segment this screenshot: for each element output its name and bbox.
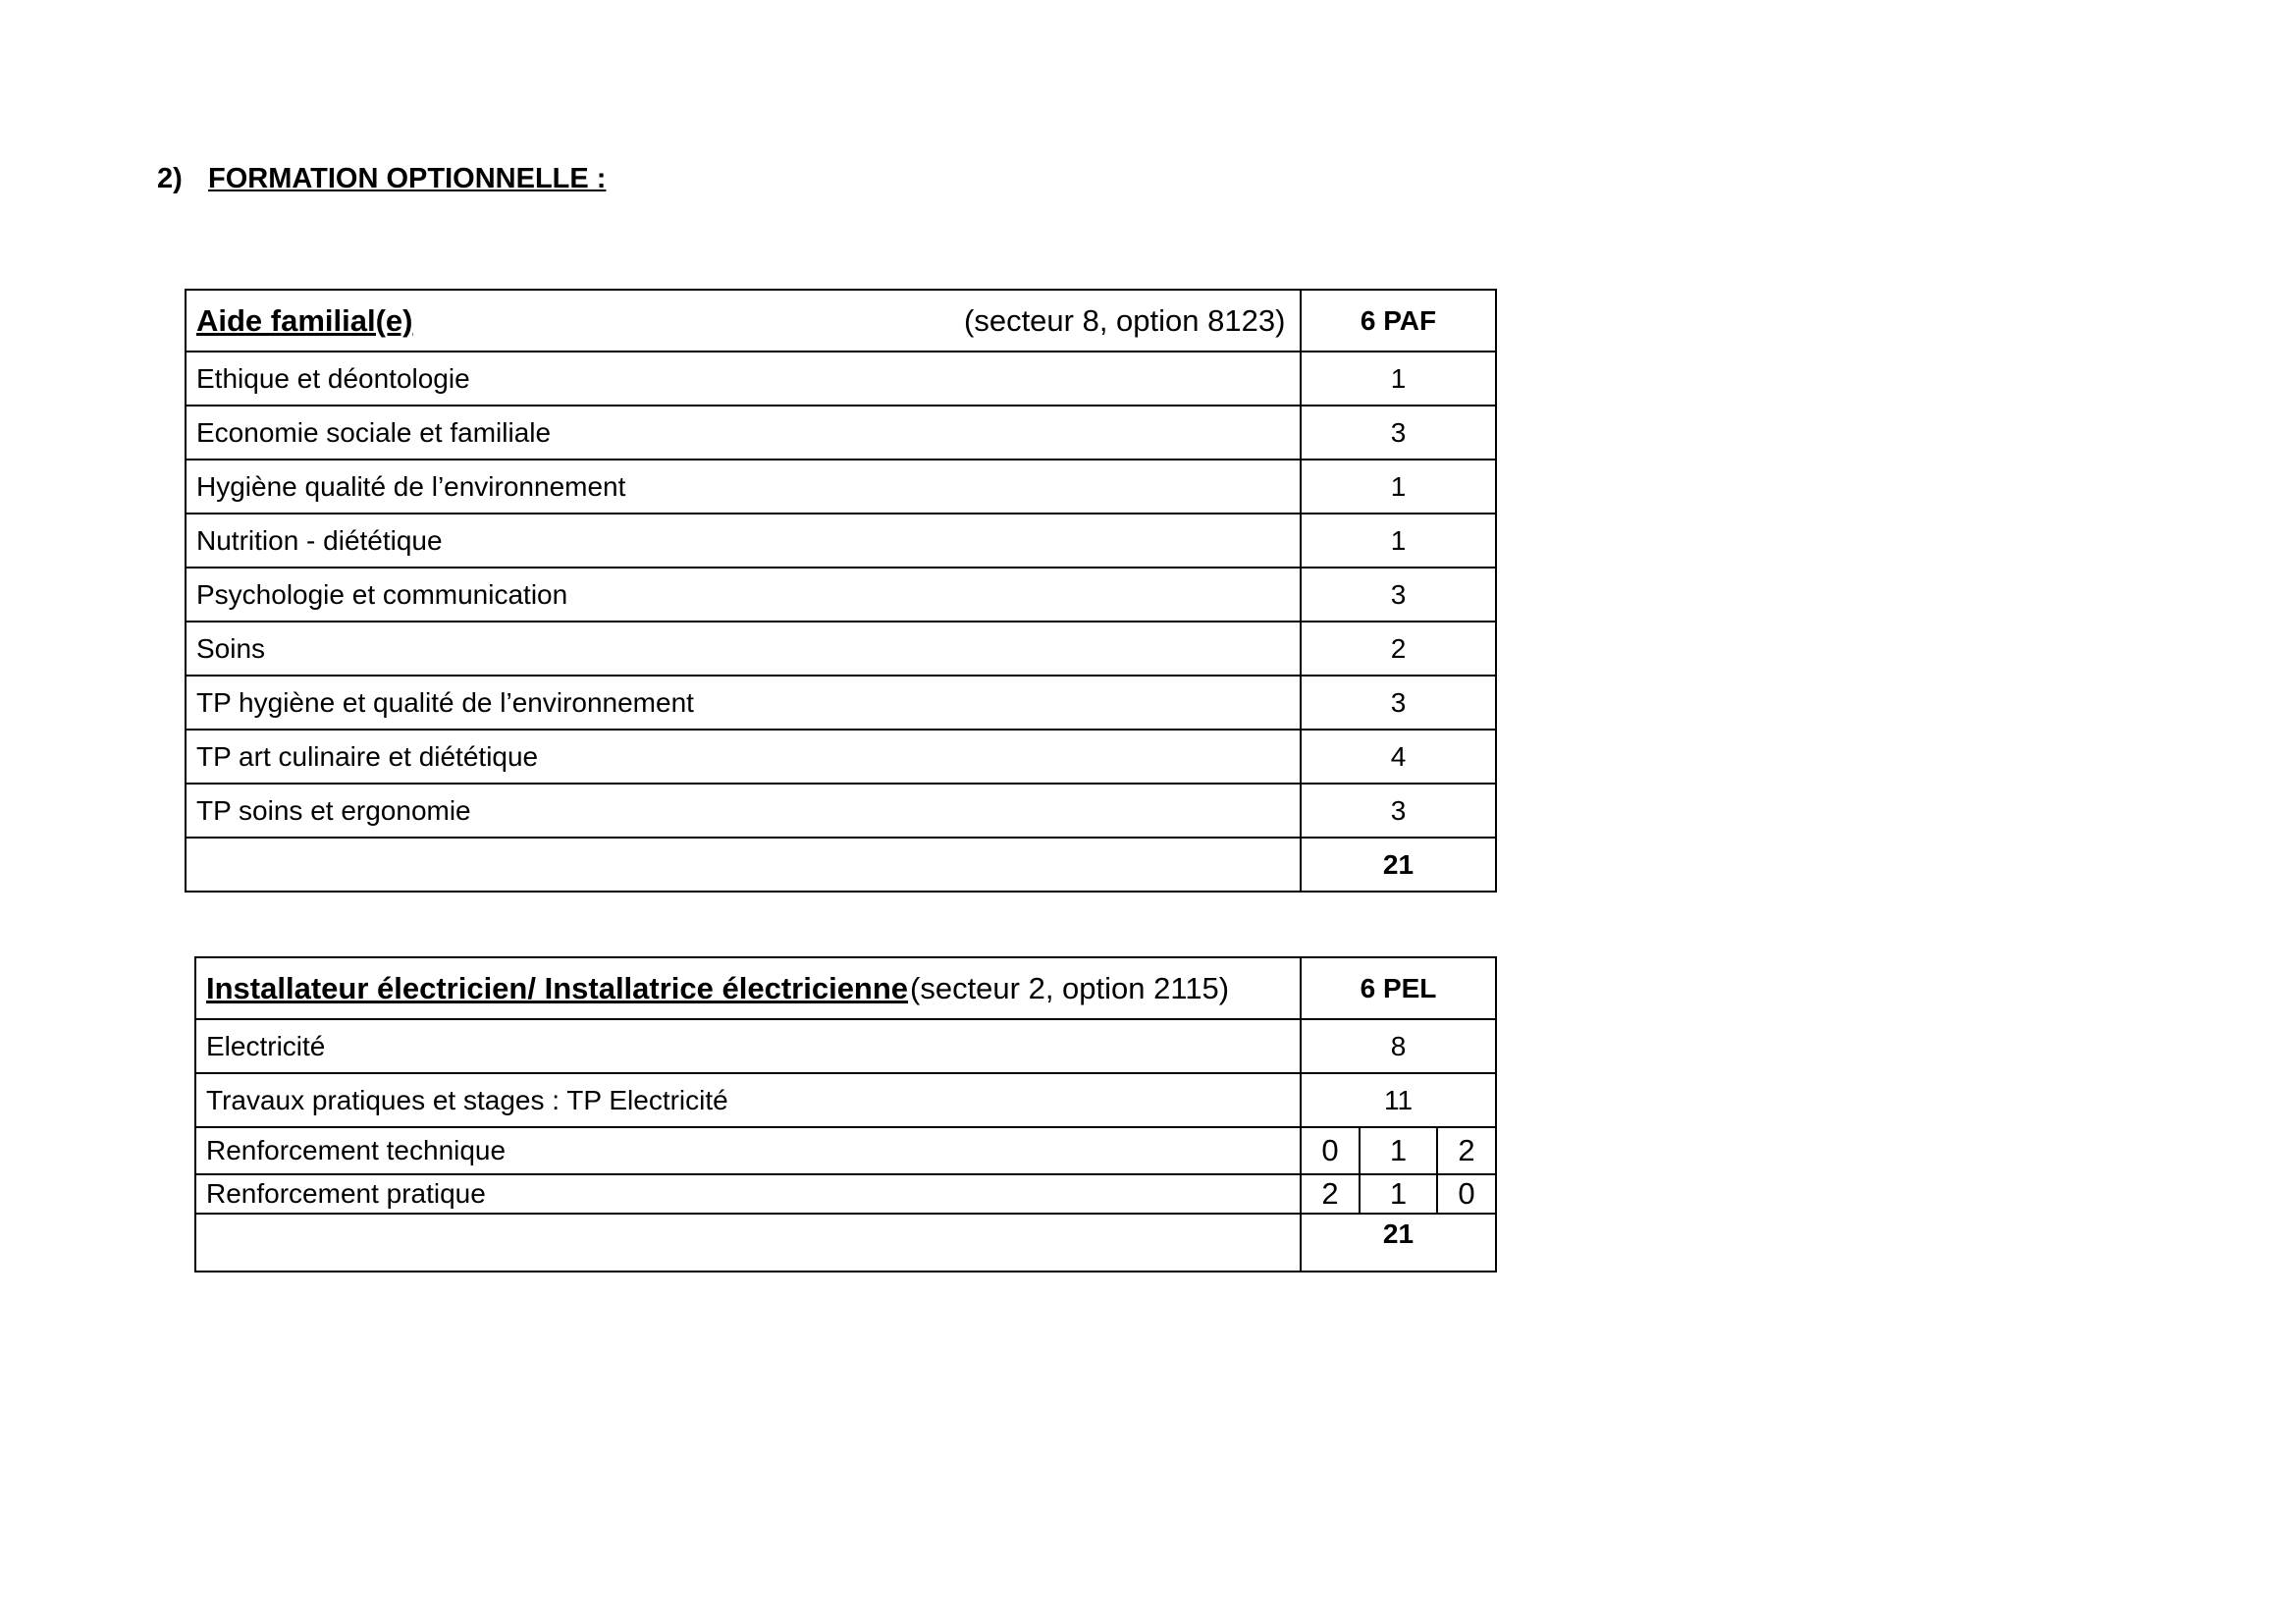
course-hours: 1: [1301, 352, 1496, 406]
table-row: [186, 568, 1496, 622]
course-hours: 3: [1301, 406, 1496, 460]
table-row: [186, 622, 1496, 676]
table-row: [186, 730, 1496, 784]
paf-table: [185, 289, 1497, 893]
table-row: [186, 460, 1496, 514]
table-row: [186, 784, 1496, 838]
table-row: [195, 1127, 1496, 1174]
course-hours: 2: [1301, 622, 1496, 676]
course-label: TP art culinaire et diététique: [186, 730, 1301, 784]
empty-cell: [195, 1214, 1301, 1272]
course-hours: 8: [1301, 1019, 1496, 1073]
pel-header-cell: [195, 957, 1301, 1019]
pel-total-row: [195, 1214, 1496, 1272]
paf-total: 21: [1301, 838, 1496, 892]
course-hours: 1: [1301, 514, 1496, 568]
course-label: Psychologie et communication: [186, 568, 1301, 622]
split-value: 1: [1360, 1127, 1437, 1174]
table-row: [186, 676, 1496, 730]
table-row: [195, 1019, 1496, 1073]
course-hours: 4: [1301, 730, 1496, 784]
split-value: 1: [1360, 1174, 1437, 1214]
pel-option-name: Installateur électricien/ Installatrice électricienne: [206, 970, 909, 1005]
paf-header-cell: [186, 290, 1301, 352]
pel-option-info: (secteur 2, option 2115): [910, 970, 1230, 1005]
table-row: [186, 514, 1496, 568]
course-label: Travaux pratiques et stages : TP Electricité: [195, 1073, 1301, 1127]
split-value: 0: [1437, 1174, 1496, 1214]
pel-option-code: 6 PEL: [1301, 957, 1496, 1019]
course-label: TP soins et ergonomie: [186, 784, 1301, 838]
course-label: Ethique et déontologie: [186, 352, 1301, 406]
course-label: Nutrition - diététique: [186, 514, 1301, 568]
course-label: TP hygiène et qualité de l’environnement: [186, 676, 1301, 730]
table-row: [186, 406, 1496, 460]
section-title: FORMATION OPTIONNELLE :: [208, 163, 607, 194]
course-hours: 3: [1301, 568, 1496, 622]
section-heading: [157, 163, 606, 195]
course-hours: 3: [1301, 784, 1496, 838]
course-hours: 11: [1301, 1073, 1496, 1127]
pel-table: [194, 956, 1497, 1272]
table-row: [195, 1174, 1496, 1214]
table-row: [195, 1073, 1496, 1127]
course-label: Hygiène qualité de l’environnement: [186, 460, 1301, 514]
course-hours: 1: [1301, 460, 1496, 514]
pel-header-row: [195, 957, 1496, 1019]
course-label: Electricité: [195, 1019, 1301, 1073]
split-value: 2: [1437, 1127, 1496, 1174]
course-label: Renforcement pratique: [195, 1174, 1301, 1214]
pel-total: 21: [1301, 1214, 1496, 1272]
course-label: Economie sociale et familiale: [186, 406, 1301, 460]
paf-option-name: Aide familial(e): [196, 302, 413, 338]
course-label: Soins: [186, 622, 1301, 676]
section-number: 2): [157, 163, 183, 194]
paf-option-info: (secteur 8, option 8123): [964, 302, 1286, 338]
course-hours: 3: [1301, 676, 1496, 730]
split-value: 2: [1301, 1174, 1360, 1214]
paf-total-row: [186, 838, 1496, 892]
paf-header-row: [186, 290, 1496, 352]
table-row: [186, 352, 1496, 406]
course-label: Renforcement technique: [195, 1127, 1301, 1174]
empty-cell: [186, 838, 1301, 892]
split-value: 0: [1301, 1127, 1360, 1174]
paf-option-code: 6 PAF: [1301, 290, 1496, 352]
